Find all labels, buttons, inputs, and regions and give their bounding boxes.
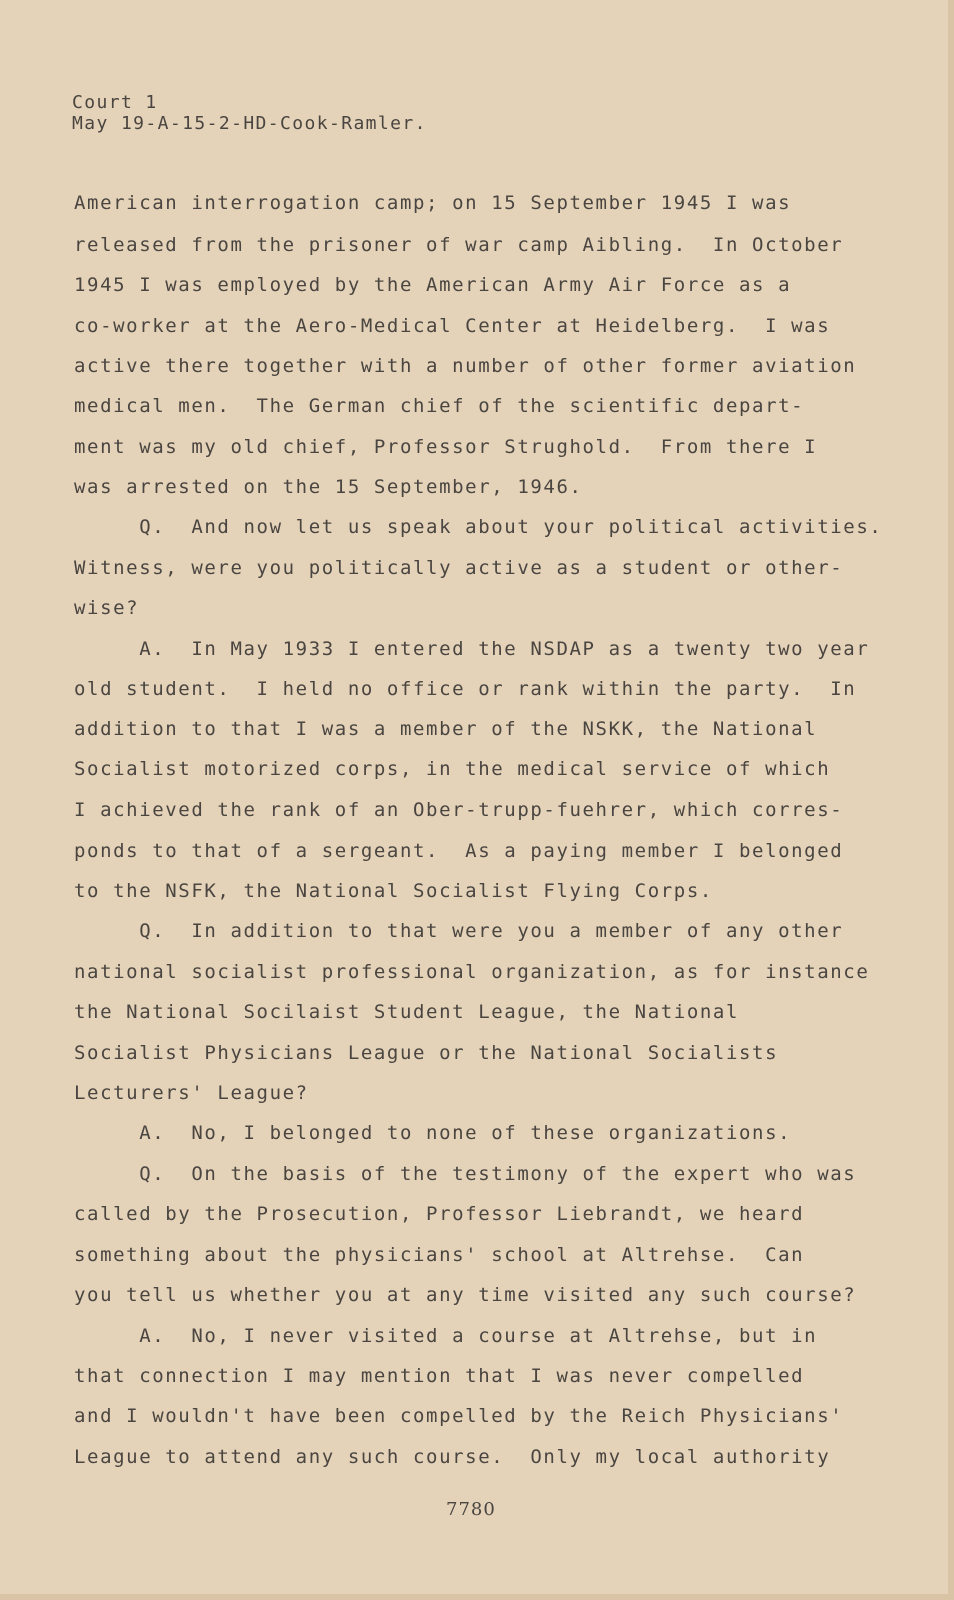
body-line: national socialist professional organization, as for instance — [74, 961, 870, 983]
body-line: ment was my old chief, Professor Strughold. From there I — [74, 436, 818, 458]
body-line: 1945 I was employed by the American Army Air Force as a — [74, 274, 792, 296]
body-line: and I wouldn't have been compelled by the Reich Physicians' — [74, 1405, 844, 1427]
body-line: A. No, I belonged to none of these organizations. — [74, 1122, 792, 1144]
header-reference: May 19-A-15-2-HD-Cook-Ramler. — [72, 113, 427, 134]
body-line: old student. I held no office or rank within the party. In — [74, 678, 857, 700]
body-line: A. In May 1933 I entered the NSDAP as a twenty two year — [74, 638, 870, 660]
body-line: A. No, I never visited a course at Altrehse, but in — [74, 1325, 818, 1347]
body-line: something about the physicians' school at Altrehse. Can — [74, 1244, 805, 1266]
body-line: medical men. The German chief of the scientific depart- — [74, 395, 805, 417]
body-line: ponds to that of a sergeant. As a paying member I belonged — [74, 840, 844, 862]
body-line: the National Socilaist Student League, the National — [74, 1001, 739, 1023]
body-line: Socialist Physicians League or the National Socialists — [74, 1042, 779, 1064]
page-number: 7780 — [446, 1499, 496, 1520]
body-line: I achieved the rank of an Ober-trupp-fuehrer, which corres- — [74, 799, 844, 821]
header-court: Court 1 — [72, 92, 158, 113]
body-line: called by the Prosecution, Professor Liebrandt, we heard — [74, 1203, 805, 1225]
body-line: co-worker at the Aero-Medical Center at Heidelberg. I was — [74, 315, 831, 337]
body-line: American interrogation camp; on 15 September 1945 I was — [74, 192, 792, 214]
body-line: Q. In addition to that were you a member of any other — [74, 920, 844, 942]
body-line: addition to that I was a member of the NSKK, the National — [74, 718, 818, 740]
body-line: Lecturers' League? — [74, 1082, 309, 1104]
body-line: you tell us whether you at any time visited any such course? — [74, 1284, 857, 1306]
body-line: that connection I may mention that I was never compelled — [74, 1365, 805, 1387]
body-line: Socialist motorized corps, in the medical service of which — [74, 758, 831, 780]
body-line: Q. And now let us speak about your political activities. — [74, 516, 883, 538]
body-line: wise? — [74, 597, 140, 619]
body-line: to the NSFK, the National Socialist Flying Corps. — [74, 880, 713, 902]
body-line: League to attend any such course. Only my local authority — [74, 1446, 831, 1468]
body-line: Witness, were you politically active as a student or other- — [74, 557, 844, 579]
body-line: active there together with a number of other former aviation — [74, 355, 857, 377]
body-line: released from the prisoner of war camp Aibling. In October — [74, 234, 844, 256]
body-line: was arrested on the 15 September, 1946. — [74, 476, 583, 498]
body-line: Q. On the basis of the testimony of the expert who was — [74, 1163, 857, 1185]
